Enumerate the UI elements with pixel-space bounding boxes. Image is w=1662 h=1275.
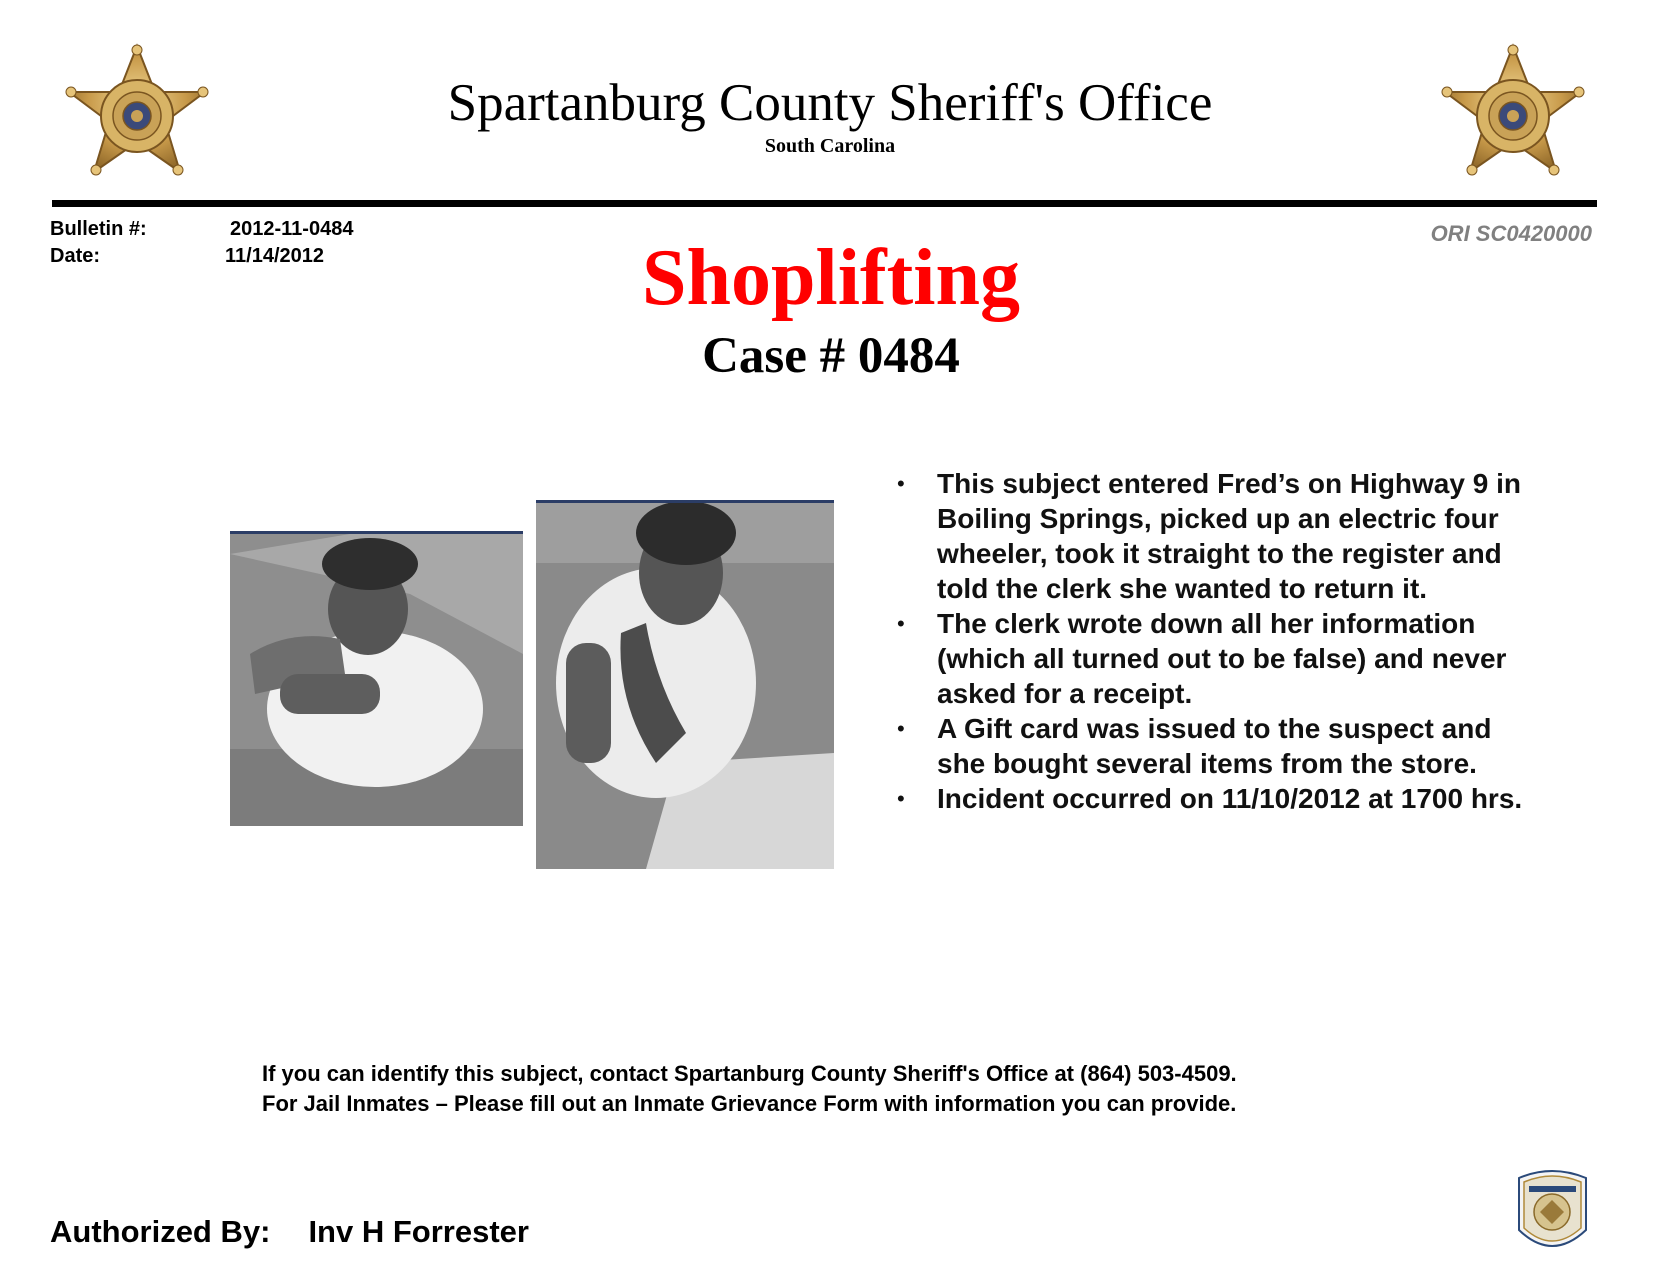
contact-info <box>262 1059 1237 1119</box>
detail-item: • Incident occurred on 11/10/2012 at 1700 hrs. <box>897 781 1537 816</box>
office-title: Spartanburg County Sheriff's Office <box>447 74 1213 132</box>
contact-line-1: If you can identify this subject, contact Spartanburg County Sheriff's Office at (864) 503-4509. <box>262 1061 1237 1086</box>
detail-item: • The clerk wrote down all her information (which all turned out to be false) and never asked for a receipt. <box>897 606 1537 711</box>
suspect-photo-1 <box>230 531 523 826</box>
incident-details-list <box>897 466 1537 816</box>
sheriff-badge-left-icon <box>62 42 212 192</box>
authorized-name: Inv H Forrester <box>308 1214 529 1249</box>
accreditation-seal-icon <box>1515 1168 1590 1260</box>
bulletin-number: 2012-11-0484 <box>230 218 354 240</box>
header-divider <box>52 200 1597 207</box>
detail-item: • This subject entered Fred’s on Highway 9 in Boiling Springs, picked up an electric four wheeler, took it straight to the register and told the clerk she wanted to return it. <box>897 466 1537 606</box>
authorized-by <box>50 1214 529 1250</box>
ori-number: ORI SC0420000 <box>1430 221 1592 246</box>
suspect-photo-2 <box>536 500 834 869</box>
notice-title: Shoplifting <box>642 234 1020 322</box>
contact-line-2: For Jail Inmates – Please fill out an Inmate Grievance Form with information you can provide. <box>262 1091 1237 1116</box>
bulletin-label: Bulletin #: <box>50 218 147 240</box>
date-label: Date: <box>50 245 101 267</box>
office-subtitle: South Carolina <box>764 135 896 157</box>
detail-item: • A Gift card was issued to the suspect and she bought several items from the store. <box>897 711 1537 781</box>
bulletin-date: 11/14/2012 <box>225 245 324 267</box>
case-number: Case # 0484 <box>702 328 960 384</box>
authorized-label: Authorized By: <box>50 1214 271 1249</box>
sheriff-badge-right-icon <box>1438 42 1588 192</box>
